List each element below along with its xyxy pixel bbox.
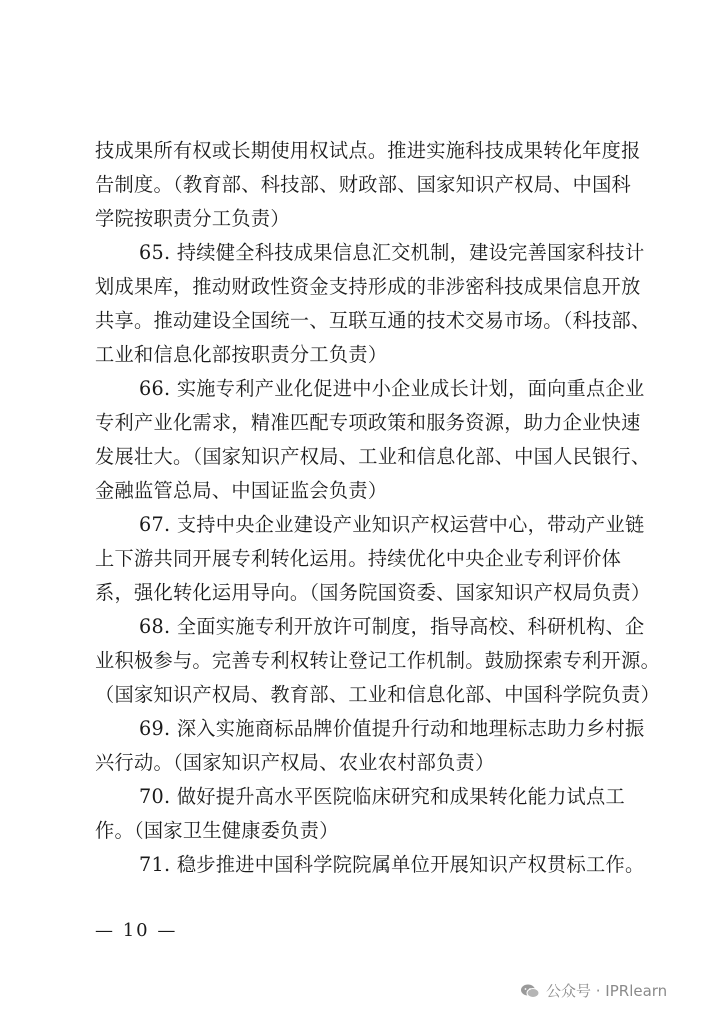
text-line: 系，强化转化运用导向。（国务院国资委、国家知识产权局负责） — [95, 581, 651, 604]
text-line: 66. 实施专利产业化促进中小企业成长计划，面向重点企业 — [139, 377, 645, 400]
text-line: 共享。推动建设全国统一、互联互通的技术交易市场。（科技部、 — [95, 309, 651, 332]
wechat-icon — [520, 983, 540, 999]
text-line: 告制度。（教育部、科技部、财政部、国家知识产权局、中国科 — [95, 173, 632, 196]
document-body — [95, 134, 661, 882]
text-line: 兴行动。（国家知识产权局、农业农村部负责） — [95, 751, 495, 774]
text-line: 68. 全面实施专利开放许可制度，指导高校、科研机构、企 — [139, 615, 645, 638]
text-line: 71. 稳步推进中国科学院院属单位开展知识产权贯标工作。 — [139, 853, 645, 876]
text-line: 69. 深入实施商标品牌价值提升行动和地理标志助力乡村振 — [139, 717, 645, 740]
paragraph — [95, 848, 645, 882]
paragraph — [95, 134, 641, 236]
text-line: 上下游共同开展专利转化运用。持续优化中央企业专利评价体 — [95, 547, 622, 570]
text-line: 划成果库，推动财政性资金支持形成的非涉密科技成果信息开放 — [95, 275, 641, 298]
page-number: — 10 — — [95, 920, 178, 941]
text-line: 专利产业化需求，精准匹配专项政策和服务资源，助力企业快速 — [95, 411, 641, 434]
text-line: 业积极参与。完善专利权转让登记工作机制。鼓励探索专利开源。 — [95, 649, 661, 672]
text-line: 70. 做好提升高水平医院临床研究和成果转化能力试点工 — [139, 785, 626, 808]
text-line: 65. 持续健全科技成果信息汇交机制，建设完善国家科技计 — [139, 241, 645, 264]
text-line: 工业和信息化部按职责分工负责） — [95, 343, 388, 366]
paragraph — [95, 712, 645, 780]
text-line: 67. 支持中央企业建设产业知识产权运营中心，带动产业链 — [139, 513, 645, 536]
text-line: 金融监管总局、中国证监会负责） — [95, 479, 388, 502]
watermark-text: 公众号 · IPRlearn — [546, 982, 668, 1000]
text-line: 作。（国家卫生健康委负责） — [95, 819, 339, 842]
text-line: 学院按职责分工负责） — [95, 207, 290, 230]
paragraph — [95, 780, 635, 848]
paragraph — [95, 610, 661, 712]
text-line: 技成果所有权或长期使用权试点。推进实施科技成果转化年度报 — [95, 139, 641, 162]
watermark — [520, 980, 667, 1001]
text-line: （国家知识产权局、教育部、工业和信息化部、中国科学院负责） — [95, 683, 661, 706]
text-line: 发展壮大。（国家知识产权局、工业和信息化部、中国人民银行、 — [95, 445, 651, 468]
paragraph — [95, 236, 651, 372]
paragraph — [95, 508, 651, 610]
paragraph — [95, 372, 651, 508]
